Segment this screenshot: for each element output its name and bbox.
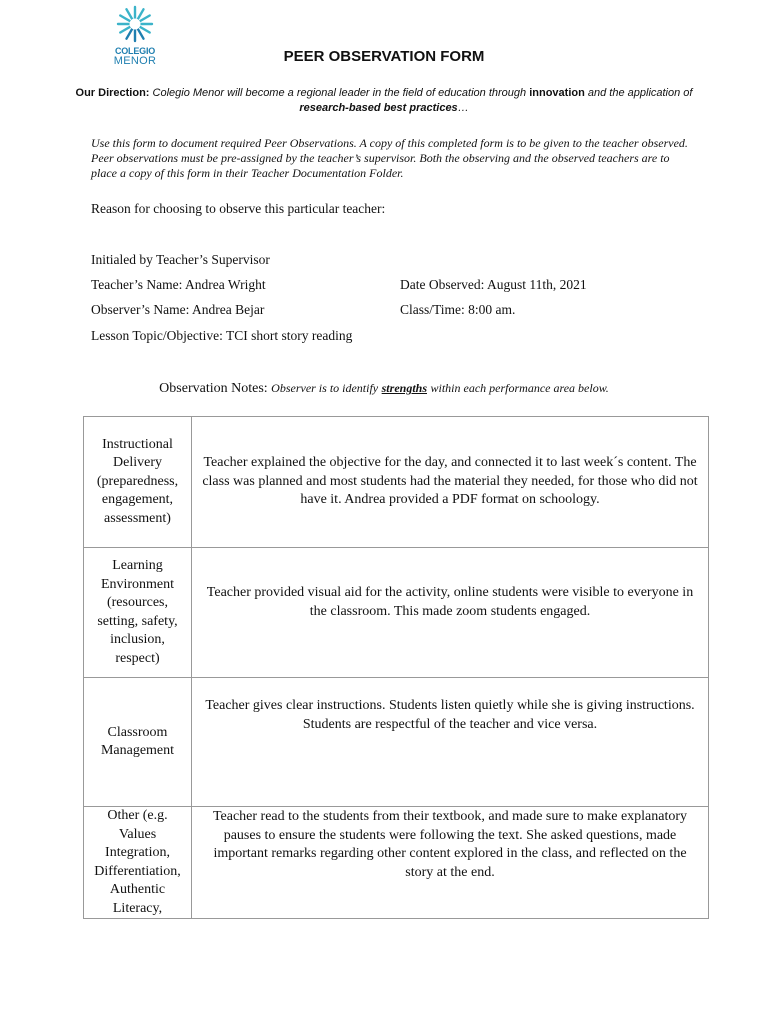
logo-line-2: MENOR bbox=[113, 55, 157, 67]
category-cell: Instructional Delivery (preparedness, engagement, assessment) bbox=[84, 417, 192, 548]
direction-statement bbox=[60, 86, 708, 116]
table-row bbox=[84, 807, 709, 919]
direction-label: Our Direction: bbox=[75, 87, 150, 99]
date-observed-field: Date Observed: August 11th, 2021 bbox=[400, 277, 587, 292]
initialed-field: Initialed by Teacher’s Supervisor bbox=[91, 252, 270, 267]
notes-cell: Teacher gives clear instructions. Students listen quietly while she is giving instructions. Students are respectful of the teacher and vice versa. bbox=[192, 678, 709, 807]
observation-table bbox=[83, 416, 709, 919]
direction-text-1: Colegio Menor will become a regional leader in the field of education through bbox=[152, 87, 527, 99]
form-instructions: Use this form to document required Peer Observations. A copy of this completed form is to be given to the teacher observed. Peer observations must be pre-assigned by the teacher’s supervisor. Both the observing and the observed teachers are to place a copy of this form in their Teacher Documentation Folder. bbox=[91, 136, 688, 180]
logo-line-1: COLEGIO bbox=[114, 46, 156, 56]
notes-cell: Teacher explained the objective for the day, and connected it to last week´s content. The class was planned and most students had the material they needed, for those who did not have it. Andrea provided a PDF format on schoology. bbox=[192, 417, 709, 548]
notes-cell: Teacher provided visual aid for the activity, online students were visible to everyone in the classroom. This made zoom students engaged. bbox=[192, 548, 709, 678]
notes-cell: Teacher read to the students from their textbook, and made sure to make explanatory pauses to ensure the students were following the text. She asked questions, made important remarks regarding other content explored in the class, and reflected on the story at the end. bbox=[192, 807, 709, 919]
direction-research: research-based best practices bbox=[299, 102, 458, 114]
direction-innovation: innovation bbox=[529, 87, 585, 99]
table-row bbox=[84, 548, 709, 678]
direction-text-2: and the application of bbox=[587, 87, 693, 99]
observation-notes-heading bbox=[0, 381, 768, 397]
category-cell: Learning Environment (resources, setting, safety, inclusion, respect) bbox=[84, 548, 192, 678]
page-title: PEER OBSERVATION FORM bbox=[283, 48, 485, 65]
notes-label: Observation Notes: bbox=[159, 381, 268, 396]
category-cell: Other (e.g. Values Integration, Differentiation, Authentic Literacy, bbox=[84, 807, 192, 919]
notes-instruction-b: within each performance area below. bbox=[430, 381, 609, 395]
observer-name-field: Observer’s Name: Andrea Bejar bbox=[91, 302, 265, 317]
notes-strengths: strengths bbox=[381, 381, 427, 395]
table-row bbox=[84, 417, 709, 548]
lesson-topic-field: Lesson Topic/Objective: TCI short story reading bbox=[91, 328, 353, 343]
reason-field: Reason for choosing to observe this particular teacher: bbox=[91, 201, 386, 216]
direction-ellipsis: … bbox=[457, 102, 469, 114]
table-row bbox=[84, 678, 709, 807]
notes-instruction-a: Observer is to identify bbox=[271, 381, 379, 395]
teacher-name-field: Teacher’s Name: Andrea Wright bbox=[91, 277, 266, 292]
category-cell: Classroom Management bbox=[84, 678, 192, 807]
sunburst-icon bbox=[115, 4, 155, 44]
class-time-field: Class/Time: 8:00 am. bbox=[400, 302, 516, 317]
